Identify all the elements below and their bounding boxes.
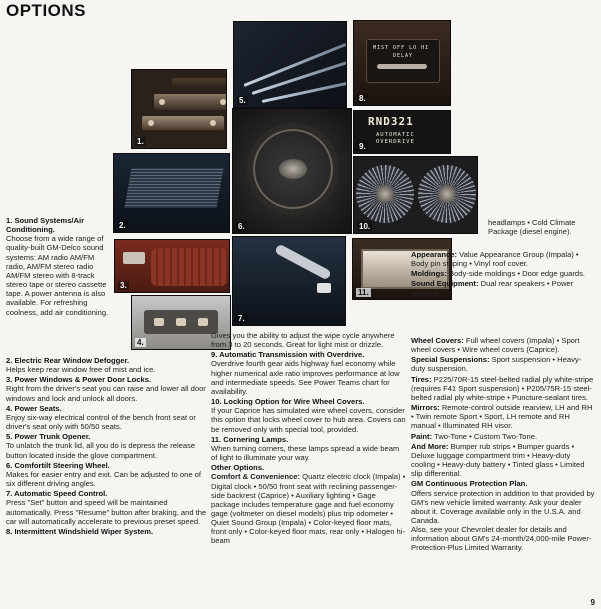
photo-overdrive-indicator	[353, 110, 451, 154]
section-title: 5. Power Trunk Opener.	[6, 432, 91, 442]
section-title: Appearance:	[411, 250, 458, 259]
section-title: 2. Electric Rear Window Defogger.	[6, 356, 130, 365]
overdrive-label: OVERDRIVE	[376, 139, 415, 145]
photo-wiper-control	[353, 20, 451, 106]
wiper-lever-icon	[377, 64, 427, 69]
section-body: Quartz electric clock (Impala) • Digital clock • 50/50 front seat with reclining passenger-side backrest (Caprice) • Auxiliary lighting • Gage package includes temperature gage and fuel economy gage (voltmeter on diesel models) plus trip odometer • Quiet Sound Group (Impala) • Color-keyed floor mats, front only • Color-keyed floor mats, rear only • Halogen hi-beam	[211, 472, 406, 546]
photo-number: 7.	[238, 314, 245, 323]
window-switch-icon	[123, 252, 145, 264]
seat-switch-icon	[176, 318, 186, 326]
radio-knob-icon	[159, 99, 165, 105]
dashboard-trim	[172, 78, 227, 88]
section-body: Helps keep rear window free of mist and ice.	[6, 365, 156, 375]
radio-knob-icon	[220, 99, 226, 105]
section-title: And More:	[411, 441, 449, 451]
photo-number: 4.	[137, 338, 144, 347]
section-title: Special Suspensions:	[411, 355, 490, 365]
section-body: Overdrive fourth gear aids highway fuel economy while higher numerical axle ratio improves performance at low and intermediate speeds. See Power Teams chart for availability.	[211, 359, 400, 396]
page-title: OPTIONS	[6, 1, 87, 20]
column-right-top	[488, 218, 595, 237]
steering-hub-icon	[279, 159, 307, 179]
column-right	[411, 250, 595, 299]
photo-number: 9.	[359, 142, 366, 151]
section-body: To unlatch the trunk lid, all you do is depress the release button located inside the glove compartment.	[6, 441, 196, 460]
seat-switch-panel	[144, 310, 218, 334]
section-body: Two-Tone • Custom Two-Tone.	[434, 431, 538, 441]
wheel-lock-icon	[376, 185, 394, 203]
section-title: Other Options.	[211, 463, 265, 473]
section-body: Sport suspension • Heavy-duty suspension.	[411, 355, 582, 374]
wiper-switch-label: MIST OFF LO HI	[373, 45, 430, 51]
section-title: Tires:	[411, 374, 432, 384]
section-body: Gives you the ability to adjust the wipe cycle anywhere from 3 to 20 seconds. Great for light mist or drizzle.	[211, 331, 395, 350]
seat-switch-icon	[198, 318, 208, 326]
section-body: Remote-control outside rearview, LH and RH • Twin remote Sport • Sport, LH remote and RH manual • Illuminated RH visor.	[411, 403, 593, 431]
photo-number: 1.	[137, 137, 144, 146]
page-number: 9	[590, 598, 595, 607]
section-body: Bumper rub strips • Bumper guards • Deluxe luggage compartment trim • Heavy-duty cooling • Heavy-duty battery • Tinted glass • Limited slip differential.	[411, 441, 585, 479]
section-title: GM Continuous Protection Plan.	[411, 479, 528, 489]
photo-wire-wheel-lock	[353, 156, 478, 234]
section-body: Dual rear speakers • Power antenna.	[411, 279, 574, 298]
photo-number: 2.	[119, 221, 126, 230]
tape-knob-icon	[148, 120, 154, 126]
section-title: 10. Locking Option for Wire Wheel Covers.	[211, 397, 365, 407]
column-left	[6, 216, 112, 318]
photo-number: 11.	[358, 288, 369, 297]
photo-power-windows	[114, 239, 230, 293]
section-body: If your Caprice has simulated wire wheel covers, consider this option that locks wheel cover to hub area. Covers can be removed only with special tool, provided.	[211, 406, 406, 434]
photo-rear-defogger	[113, 153, 230, 233]
section-title: 6. Comfortilt Steering Wheel.	[6, 460, 110, 470]
section-title: 11. Cornering Lamps.	[211, 434, 289, 444]
cruise-stalk-icon	[274, 244, 332, 281]
photo-sound-system	[131, 69, 227, 149]
overdrive-label: AUTOMATIC	[376, 132, 415, 138]
section-body: Value Appearance Group (Impala) • Body pin striping • Vinyl roof cover.	[411, 250, 579, 269]
section-body: Enjoy six-way electrical control of the bench front seat or driver's seat only with 50/50 seats.	[6, 412, 196, 432]
section-body: Also, see your Chevrolet dealer for details and information about GM's 24-month/24,000-mile Power-Protection-Plus Limited Warranty.	[411, 525, 592, 553]
wiper-switch-panel	[366, 39, 440, 83]
photo-number: 6.	[238, 222, 245, 231]
wiper-switch-label: DELAY	[393, 53, 414, 59]
column-middle	[211, 331, 406, 547]
section-title: 9. Automatic Transmission with Overdrive.	[211, 350, 365, 360]
tape-knob-icon	[210, 120, 216, 126]
section-body: headlamps • Cold Climate Package (diesel engine).	[488, 218, 576, 237]
section-body: When turning corners, these lamps spread a wide beam of light to illuminate your way.	[211, 443, 400, 463]
section-title: 8. Intermittent Windshield Wiper System.	[6, 526, 154, 536]
section-title: 4. Power Seats.	[6, 403, 62, 413]
photo-number: 10.	[359, 222, 371, 231]
column-right-lower	[411, 336, 595, 554]
section-body: Body-side moldings • Door edge guards.	[448, 269, 586, 279]
section-title: 1. Sound Systems/Air Conditioning.	[6, 216, 85, 235]
section-body: Choose from a wide range of quality-built GM-Delco sound systems: AM radio AM/FM radio, AM/FM stereo radio AM/FM stereo with 8-track stereo tape or stereo cassette tape. A power antenna is also available. For refreshing coolness, add air conditioning.	[6, 234, 109, 317]
photo-number: 5.	[239, 96, 246, 105]
photo-speed-control	[232, 236, 346, 326]
section-title: Moldings:	[411, 269, 447, 279]
wheel-lock-icon	[438, 185, 456, 203]
photo-number: 8.	[359, 94, 366, 103]
photo-steering-wheel	[232, 108, 352, 234]
radio-unit	[154, 94, 227, 110]
section-title: 3. Power Windows & Power Door Locks.	[6, 375, 152, 385]
photo-number: 3.	[120, 281, 127, 290]
seat-switch-icon	[154, 318, 164, 326]
section-title: Wheel Covers:	[411, 336, 464, 345]
section-body: Full wheel covers (Impala) • Sport wheel covers • Wire wheel covers (Caprice).	[411, 336, 580, 355]
cruise-button-icon	[317, 283, 331, 293]
tape-player-unit	[142, 116, 224, 130]
section-title: 7. Automatic Speed Control.	[6, 489, 108, 499]
defogger-grid	[124, 168, 223, 208]
door-panel	[151, 248, 227, 286]
section-body: Makes for easier entry and exit. Can be adjusted to one of six different driving angles.	[6, 469, 202, 489]
column-left-lower	[6, 356, 207, 537]
photo-power-trunk-opener	[233, 21, 347, 108]
section-title: Paint:	[411, 431, 433, 441]
section-title: Mirrors:	[411, 403, 440, 413]
section-body: Press "Set" button and speed will be maintained automatically. Press "Resume" button after braking, and the car will automatically accelerate to previous preset speed.	[6, 498, 207, 526]
gear-indicator: RND321	[368, 115, 414, 128]
section-title: Sound Equipment:	[411, 279, 479, 289]
subsection-title: Comfort & Convenience:	[211, 472, 301, 482]
section-body: Offers service protection in addition to that provided by GM's new vehicle limited warranty. Ask your dealer about it. Coverage available only in the U.S.A. and Canada.	[411, 488, 595, 525]
section-body: Right from the driver's seat you can raise and lower all door windows and lock and unlock all doors.	[6, 384, 206, 403]
section-body: P225/70R-15 steel-belted radial ply white-stripe (requires F41 Sport suspension) • P205/75R-15 steel-belted radial ply white-stripe • Puncture-sealant tires.	[411, 374, 594, 402]
